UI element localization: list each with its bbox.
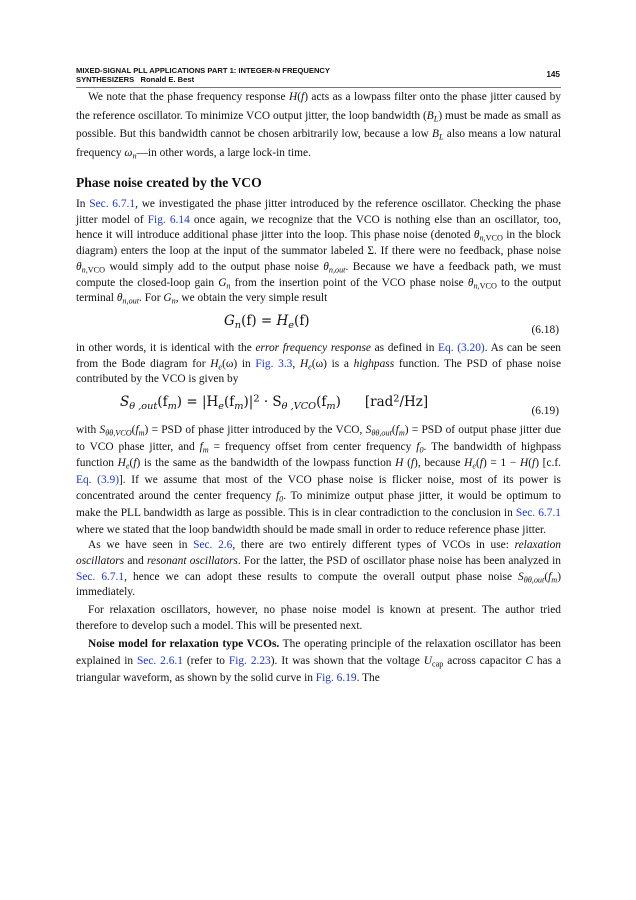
equation-6-18 <box>76 309 561 339</box>
section-heading: Phase noise created by the VCO <box>76 175 262 190</box>
paragraph-relaxation-model: For relaxation oscillators, however, no phase noise model is known at present. The author tried therefore to develop such a model. This will be presented next. <box>76 604 561 632</box>
link-sec-6-7-1[interactable]: Sec. 6.7.1 <box>89 198 136 210</box>
equation-6-19-formula: $S_{\theta ,out}(f_m) = |H_e(f_m)|^2 \cdot S_{\theta ,VCO}(f_m)$ [rad$^2$/Hz] <box>120 393 429 412</box>
page-number: 145 <box>546 70 560 79</box>
link-fig-6-14[interactable]: Fig. 6.14 <box>147 213 190 226</box>
link-eq-3-9[interactable]: Eq. (3.9) <box>76 473 119 486</box>
link-sec-6-7-1-c[interactable]: Sec. 6.7.1 <box>76 570 125 583</box>
link-sec-6-7-1-b[interactable]: Sec. 6.7.1 <box>515 507 561 519</box>
paragraph-psd-definitions: with $S_{\theta\theta,VCO}(f_m)$ = PSD of phase jitter introduced by the VCO, $S_{\theta\theta,out}(f_m)$ = PSD of output phase jitter due to VCO phase jitter, and $f_m$ = frequency offset from center frequency $f_0$. The bandwidth of highpass function $H_e(f)$ is the same as the bandwidth of the lowpass function H (f), because $H_e(f) = 1 - H(f)$ [c.f. Eq. (3.9)]. If we assume that most of the VCO phase noise is flicker noise, most of its power is concentrated around the center frequency $f_0$. To minimize output phase jitter, it would be optimum to make the PLL bandwidth as large as possible. This is in clear contradiction to the conclusion in Sec. 6.7.1 where we stated that the loop bandwidth should be made small in order to reduce reference phase jitter. <box>76 424 562 536</box>
link-sec-2-6-1[interactable]: Sec. 2.6.1 <box>136 655 183 667</box>
link-sec-2-6[interactable]: Sec. 2.6 <box>193 539 233 552</box>
paragraph-noise-model: Noise model for relaxation type VCOs. The operating principle of the relaxation oscillator has been explained in Sec. 2.6.1 (refer to Fig. 2.23). It was shown that the voltage $U_{cap}$ across capacitor C has a triangular waveform, as shown by the solid curve in Fig. 6.19. The <box>76 638 562 684</box>
paragraph-vco-types: As we have seen in Sec. 2.6, there are two entirely different types of VCOs in use: relaxation oscillators and resonant oscillators. For the latter, the PSD of oscillator phase noise has been analyzed in Sec. 6.7.1, hence we can adopt these results to compute the overall output phase noise $S_{\theta\theta,out}(f_m)$ immediately. <box>76 539 561 599</box>
equation-6-19 <box>76 390 561 420</box>
link-fig-6-19[interactable]: Fig. 6.19 <box>315 671 357 684</box>
page-body <box>76 88 561 686</box>
running-header <box>76 66 556 84</box>
link-fig-2-23[interactable]: Fig. 2.23 <box>228 655 271 667</box>
running-header-title: MIXED-SIGNAL PLL APPLICATIONS PART 1: INTEGER-N FREQUENCY <box>76 66 330 75</box>
link-eq-3-20[interactable]: Eq. (3.20) <box>438 341 485 354</box>
running-header-author: SYNTHESIZERS Ronald E. Best <box>76 75 195 84</box>
link-fig-3-3[interactable]: Fig. 3.3 <box>255 357 293 370</box>
paragraph-vco-phase-noise: In Sec. 6.7.1, we investigated the phase jitter introduced by the reference oscillator. Checking the phase jitter model of Fig. 6.14 once again, we recognize that the VCO is nothing else than an oscillator, too, hence it will introduce additional phase jitter into the loop. This phase noise (denoted $\theta_{n,VCO}$ in the block diagram) enters the loop at the input of the summator labeled Σ. If there were no feedback, phase noise $\theta_{n,VCO}$ would simply add to the output phase noise $\theta_{n,out}$. Because we have a feedback path, we must compute the closed-loop gain $G_n$ from the insertion point of the VCO phase noise $\theta_{n,VCO}$ to the output terminal $\theta_{n,out}$. For $G_n$, we obtain the very simple result <box>76 198 561 306</box>
equation-6-18-formula: $G_n(f) = H_e(f)$ <box>224 312 310 331</box>
paragraph-error-response: in other words, it is identical with the error frequency response as defined in Eq. (3.20). As can be seen from the Bode diagram for $H_e(\omega)$ in Fig. 3.3, $H_e(\omega)$ is a highpass function. The PSD of phase noise contributed by the VCO is given by <box>76 341 561 386</box>
equation-6-19-number: (6.19) <box>531 405 559 418</box>
equation-6-18-number: (6.18) <box>531 323 559 336</box>
run-in-heading: Noise model for relaxation type VCOs. <box>88 638 280 651</box>
paragraph-loop-bandwidth: We note that the phase frequency response H(f) acts as a lowpass filter onto the phase jitter caused by the reference oscillator. To minimize VCO output jitter, the loop bandwidth $(B_L)$ must be made as small as possible. But this bandwidth cannot be chosen arbitrarily low, because a low $B_L$ also means a low natural frequency $\omega_n—in$ other words, a large lock-in time. <box>76 91 562 160</box>
